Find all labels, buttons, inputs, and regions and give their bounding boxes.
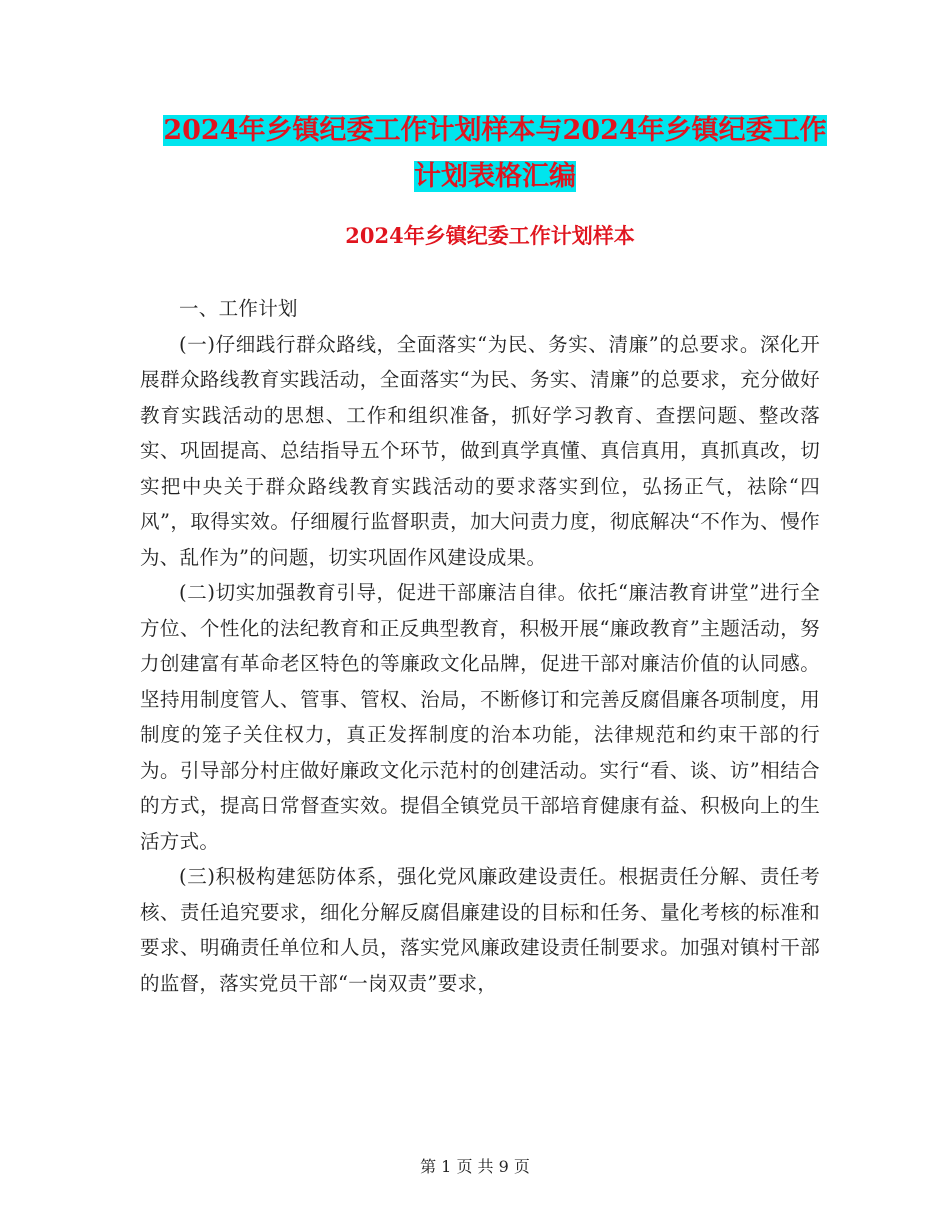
- document-body: [140, 291, 820, 1001]
- paragraph-2: (二)切实加强教育引导，促进干部廉洁自律。依托“廉洁教育讲堂”进行全方位、个性化的法纪教育和正反典型教育，积极开展“廉政教育”主题活动，努力创建富有革命老区特色的等廉政文化品牌，促进干部对廉洁价值的认同感。坚持用制度管人、管事、管权、治局，不断修订和完善反腐倡廉各项制度，用制度的笼子关住权力，真正发挥制度的治本功能，法律规范和约束干部的行为。引导部分村庄做好廉政文化示范村的创建活动。实行“看、谈、访”相结合的方式，提高日常督查实效。提倡全镇党员干部培育健康有益、积极向上的生活方式。: [140, 581, 820, 853]
- paragraph-1: (一)仔细践行群众路线，全面落实“为民、务实、清廉”的总要求。深化开展群众路线教育实践活动，全面落实“为民、务实、清廉”的总要求，充分做好教育实践活动的思想、工作和组织准备，抓好学习教育、查摆问题、整改落实、巩固提高、总结指导五个环节，做到真学真懂、真信真用，真抓真改，切实把中央关于群众路线教育实践活动的要求落实到位，弘扬正气，祛除“四风”，取得实效。仔细履行监督职责，加大问责力度，彻底解决“不作为、慢作为、乱作为”的问题，切实巩固作风建设成果。: [140, 332, 820, 569]
- paragraph-3: (三)积极构建惩防体系，强化党风廉政建设责任。根据责任分解、责任考核、责任追究要求，细化分解反腐倡廉建设的目标和任务、量化考核的标准和要求、明确责任单位和人员，落实党风廉政建设责任制要求。加强对镇村干部的监督，落实党员干部“一岗双责”要求，: [140, 865, 820, 995]
- title-line-1: 2024年乡镇纪委工作计划样本与2024年乡镇纪委工作: [163, 115, 827, 146]
- document-title: [140, 108, 850, 200]
- heading-work-plan: 一、工作计划: [179, 297, 298, 320]
- section-title: 2024年乡镇纪委工作计划样本: [345, 223, 635, 248]
- page-footer: 第 1 页 共 9 页: [420, 1157, 530, 1176]
- title-line-2: 计划表格汇编: [414, 161, 576, 192]
